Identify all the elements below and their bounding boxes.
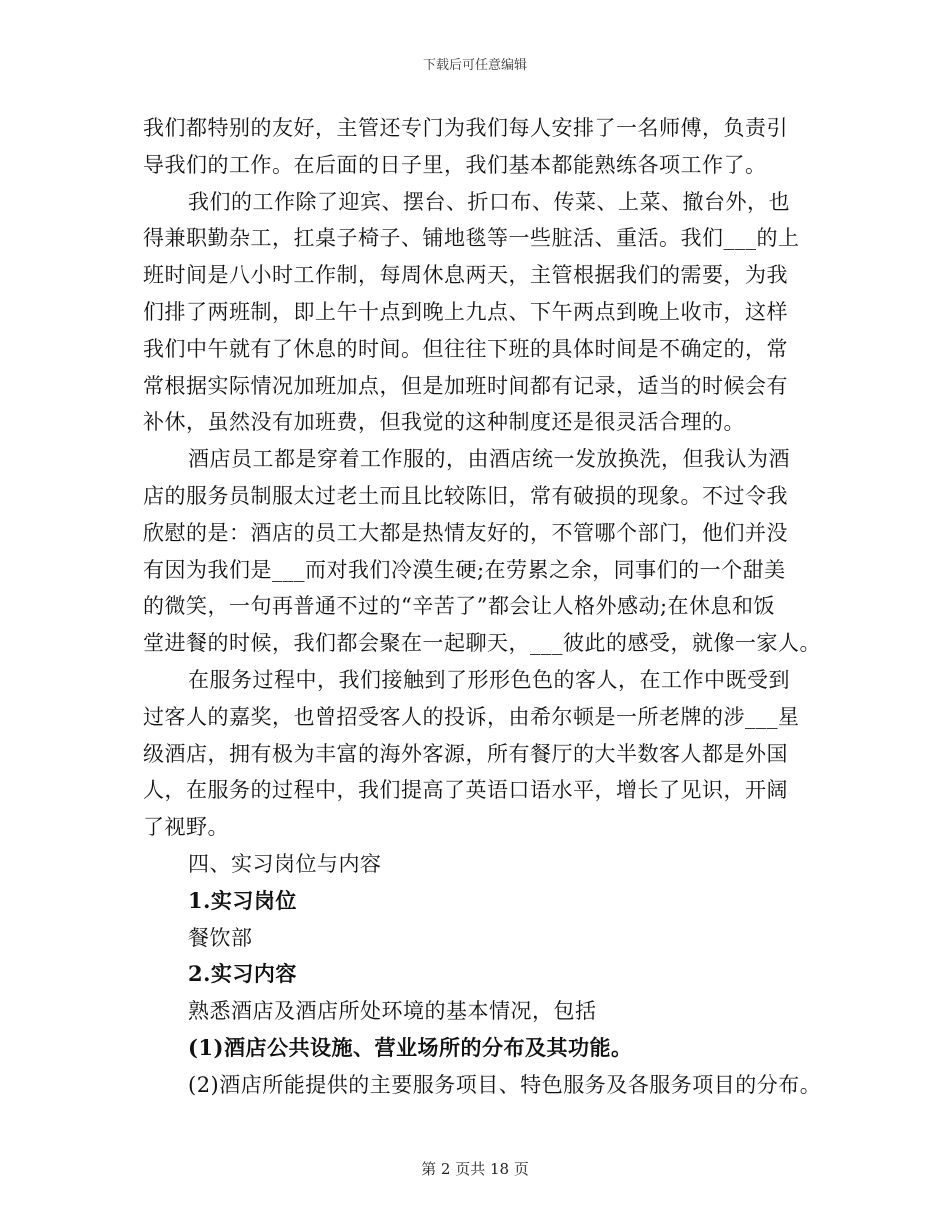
text-line: 补休，虽然没有加班费，但我觉的这种制度还是很灵活合理的。	[143, 410, 745, 435]
paragraph-1	[143, 110, 833, 184]
list-item-2: (2)酒店所能提供的主要服务项目、特色服务及各服务项目的分布。	[188, 1072, 822, 1097]
text-line: 我们都特别的友好，主管还专门为我们每人安排了一名师傅，负责引	[143, 116, 788, 140]
text-line: 得兼职勤杂工，扛桌子椅子、铺地毯等一些脏活、重活。我们___的上	[143, 226, 800, 251]
subsection-title-2: 2.实习内容	[188, 961, 297, 987]
text-line: 过客人的嘉奖，也曾招受客人的投诉，由希尔顿是一所老牌的涉___星	[143, 704, 800, 729]
subsection-text-1: 餐饮部	[188, 925, 253, 950]
text-line: 在服务过程中，我们接触到了形形色色的客人，在工作中既受到	[188, 667, 790, 692]
text-line: 常根据实际情况加班加点，但是加班时间都有记录，适当的时候会有	[143, 373, 788, 398]
text-line: 我们中午就有了休息的时间。但往往下班的具体时间是不确定的，常	[143, 336, 788, 361]
text-line: 堂进餐的时候，我们都会聚在一起聊天，___彼此的感受，就像一家人。	[143, 631, 821, 656]
section-heading: 四、实习岗位与内容	[188, 851, 382, 876]
document-body	[143, 110, 833, 1104]
text-line: 店的服务员制服太过老土而且比较陈旧，常有破损的现象。不过令我	[143, 483, 788, 508]
text-line: 班时间是八小时工作制，每周休息两天，主管根据我们的需要，为我	[143, 263, 788, 288]
paragraph-3	[143, 441, 833, 662]
page-footer: 第 2 页共 18 页	[421, 1160, 529, 1178]
paragraph-4	[143, 662, 833, 846]
text-line: 酒店员工都是穿着工作服的，由酒店统一发放换洗，但我认为酒	[188, 447, 790, 472]
text-line: 级酒店，拥有极为丰富的海外客源，所有餐厅的大半数客人都是外国	[143, 741, 788, 766]
text-line: 有因为我们是___而对我们冷漠生硬;在劳累之余，同事们的一个甜美	[143, 557, 786, 582]
text-line: 欣慰的是：酒店的员工大都是热情友好的，不管哪个部门，他们并没	[143, 520, 788, 545]
text-line: 们排了两班制，即上午十点到晚上九点、下午两点到晚上收市，这样	[143, 299, 788, 324]
text-line: 我们的工作除了迎宾、摆台、折口布、传菜、上菜、撤台外，也	[188, 189, 790, 214]
text-line: 了视野。	[143, 815, 229, 840]
text-line: 的微笑，一句再普通不过的“辛苦了”都会让人格外感动;在休息和饭	[143, 594, 776, 619]
text-line: 人，在服务的过程中，我们提高了英语口语水平，增长了见识，开阔	[143, 778, 788, 803]
subsection-intro-2: 熟悉酒店及酒店所处环境的基本情况，包括	[188, 999, 597, 1024]
subsection-title-1: 1.实习岗位	[188, 887, 297, 913]
paragraph-2	[143, 184, 833, 442]
page-header: 下载后可任意编辑	[422, 58, 527, 73]
text-line: 导我们的工作。在后面的日子里，我们基本都能熟练各项工作了。	[143, 152, 767, 177]
list-item-1: (1)酒店公共设施、营业场所的分布及其功能。	[188, 1034, 633, 1060]
